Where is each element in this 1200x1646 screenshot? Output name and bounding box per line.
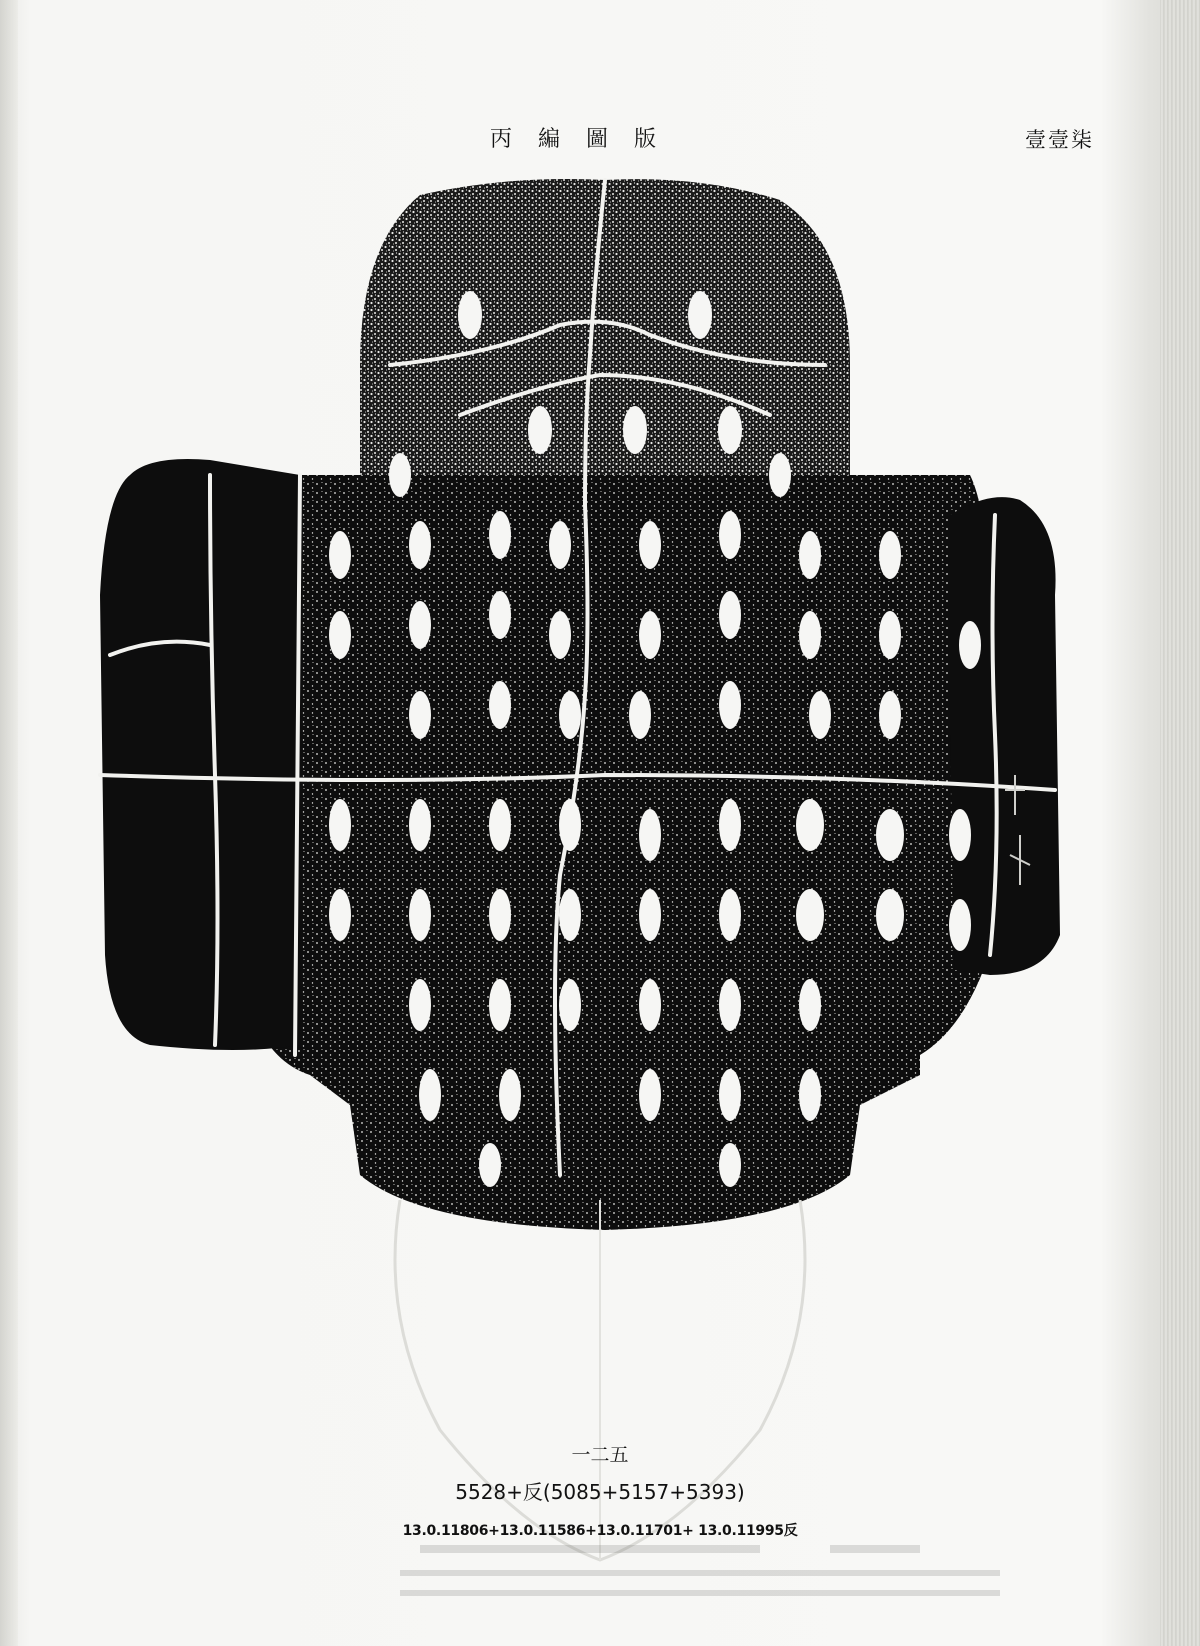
- catalog-numbers: 5528+反(5085+5157+5393): [455, 1480, 745, 1504]
- left-bridge: [100, 459, 300, 1050]
- page-header-title: 丙編圖版: [490, 127, 683, 152]
- plastron-rubbing-image: [90, 175, 1120, 1230]
- page-number: 壹壹柒: [1025, 128, 1094, 152]
- right-bridge: [950, 497, 1060, 975]
- bleed-through-text: [400, 1540, 1000, 1610]
- plate-number: 一二五: [571, 1444, 629, 1466]
- binding-edge: [0, 0, 18, 1646]
- field-numbers: 13.0.11806+13.0.11586+13.0.11701+ 13.0.11995反: [402, 1523, 798, 1539]
- page-edges: [1160, 0, 1200, 1646]
